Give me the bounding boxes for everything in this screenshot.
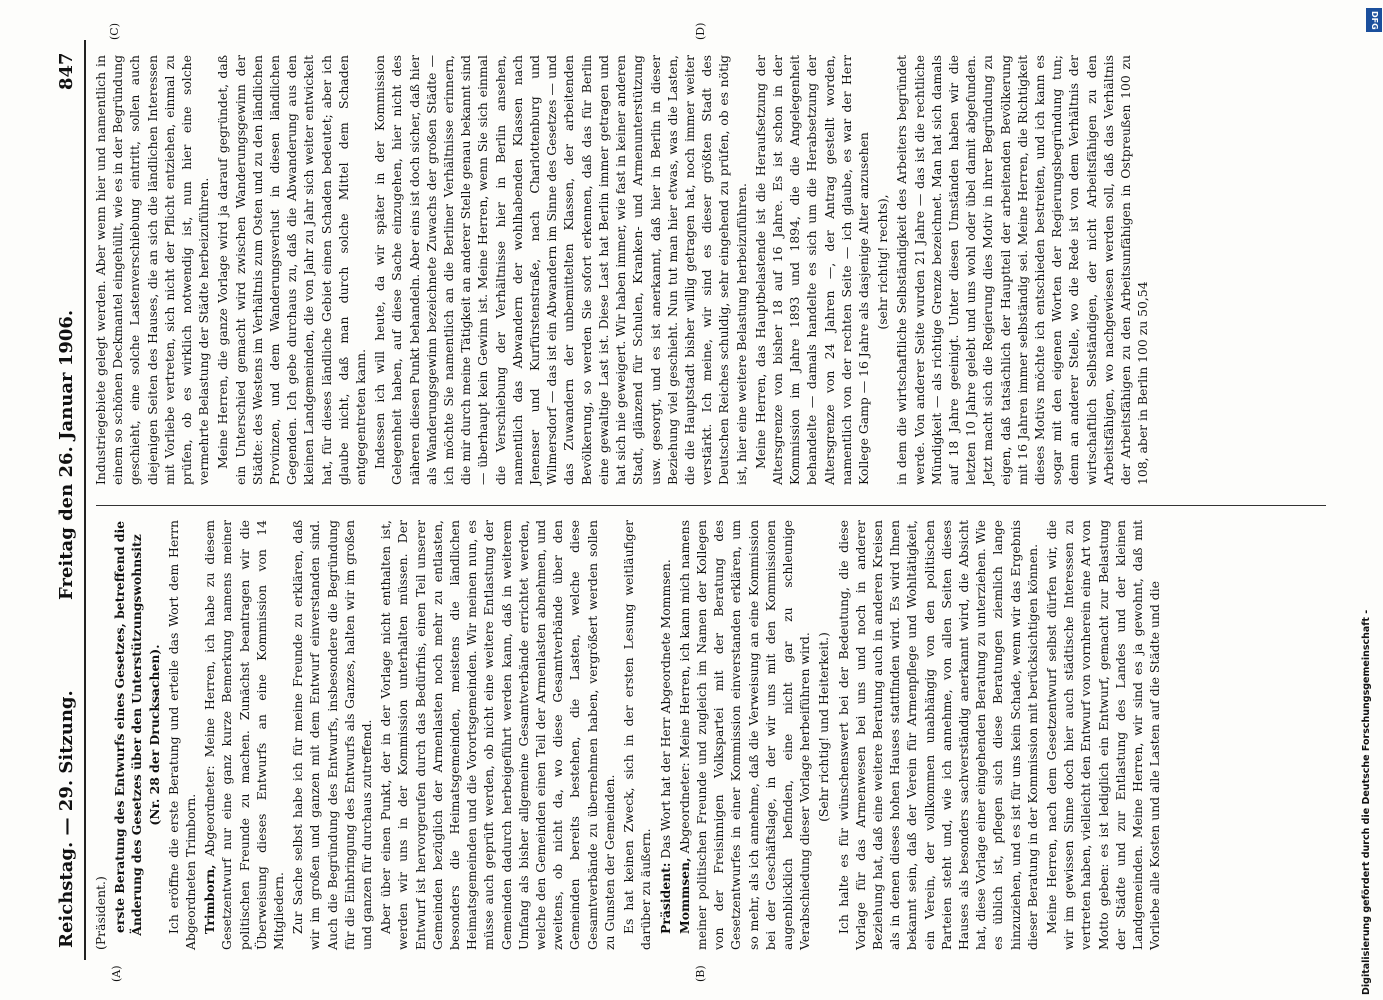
paragraph: Zur Sache selbst habe ich für meine Freunde zu erklären, daß wir im großen und ganzen mit dem Entwurf einverstanden sind. Auch die Begründung des Entwurfs, insbesondere die Begründung für die Einbringung des Entwurfs als Ganzes, halten wir im großen und ganzen für durchaus zutreffend.	[290, 520, 375, 950]
agenda-item-title: erste Beratung des Entwurfs eines Gesetzes, betreffend die Änderung des Gesetzes über den Unterstützungswohnsitz (Nr. 28 der Drucksachen).	[112, 520, 162, 936]
paragraph	[657, 520, 674, 950]
paragraph: Meine Herren, die ganze Vorlage wird ja darauf gegründet, daß ein Unterschied gemacht wird zwischen Wanderungsgewinn der Städte: des Westens im Verhältnis zum Osten und zu den ländlichen Provinzen, und dem Wanderungsverlust in diesen ländlichen Gegenden. Ich gebe durchaus zu, daß die Abwanderung aus den kleinen Landgemeinden, die von Jahr zu Jahr sich weiter entwickelt hat, für dieses ländliche Gebiet einen Schaden bedeutet; aber ich glaube nicht, daß man durch solche Mittel dem Schaden entgegentreten kann.	[215, 55, 369, 485]
right-column	[92, 55, 1153, 485]
left-column	[92, 520, 1165, 950]
paragraph: Indessen ich will heute, da wir später in der Kommission Gelegenheit haben, auf diese Sache einzugehen, hier nicht des näheren diesen Punkt behandeln. Aber eins ist doch sicher, daß hier als Wanderungsgewinn bezeichnete Zuwachs der großen Städte — ich möchte Sie namentlich an die Berliner Verhältnisse erinnern, die mir durch meine Tätigkeit an anderer Stelle genau bekannt sind — überhaupt kein Gewinn ist. Meine Herren, wenn Sie sich einmal die Verschiebung der Verhältnisse hier in Berlin ansehen, namentlich das Abwandern der wohlhabenden Klassen nach Jenenser und Kurfürstenstraße, nach Charlottenburg und Wilmersdorf — das ist ein Abwandern im Sinne des Gesetzes — und das Zuwandern der unbemittelten Klassen, der arbeitenden Bevölkerung, so werden Sie sofort erkennen, daß das für Berlin eine gewaltige Last ist. Diese Last hat Berlin immer getragen und hat sich nie geweigert. Wir haben immer, wie fast in keiner anderen Stadt, glänzend für Schulen, Kranken- und Armenunterstützung usw. gesorgt, und es ist anerkannt, daß hier in Berlin in dieser Beziehung viel geschieht. Nun tut man hier etwas, was die Lasten, die die Hauptstadt bisher willig getragen hat, noch immer weiter verstärkt. Ich meine, wir sind es dieser größten Stadt des Deutschen Reiches schuldig, sehr eingehend zu prüfen, ob es nötig ist, hier eine weitere Belastung herbeizuführen.	[372, 55, 749, 485]
header-left: Reichstag. — 29. Sitzung.	[56, 690, 77, 948]
dfg-logo: DFG	[1366, 8, 1382, 32]
header-rule	[84, 40, 86, 960]
speaker-name: Mommsen,	[676, 857, 692, 934]
digitization-credit: Digitalisierung gefördert durch die Deutsche Forschungsgemeinschaft -	[1361, 609, 1372, 995]
paragraph: in dem die wirtschaftliche Selbständigkeit des Arbeiters begründet werde. Von anderer Seite wurden 21 Jahre — das ist die rechtliche Mündigkeit — als richtige Grenze bezeichnet. Man hat sich damals auf 18 Jahre geeinigt. Unter diesen Umständen haben wir die letzten 10 Jahre gelebt und uns wohl oder übel damit abgefunden. Jetzt macht sich die Regierung dies Motiv in ihrer Begründung zu eigen, daß tatsächlich der Hauptteil der arbeitenden Bevölkerung mit 16 Jahren immer selbständig sei. Meine Herren, die Richtigkeit dieses Motivs möchte ich entschieden bestreiten, und ich kann es sogar mit den eigenen Worten der Regierungsbegründung tun; denn an anderer Stelle, wo die Rede ist von dem Verhältnis der wirtschaftlich Selbständigen, der nicht Arbeitsfähigen zu den Arbeitsfähigen, wo nachgewiesen werden soll, daß das Verhältnis der Arbeitsfähigen zu den Arbeitsunfähigen in Ostpreußen 100 zu 108, aber in Berlin 100 zu 50,54	[894, 55, 1151, 485]
speaker-tag: (Präsident.)	[93, 876, 108, 950]
paragraph: Ich eröffne die erste Beratung und erteile das Wort dem Herrn Abgeordneten Trimborn.	[165, 520, 199, 950]
paragraph: Aber über einen Punkt, der in der Vorlage nicht enthalten ist, werden wir uns in der Kommission unterhalten müssen. Der Entwurf ist hervorgerufen durch das Bedürfnis, einen Teil unserer Gemeinden bezüglich der Armenlasten noch mehr zu entlasten, besonders die Heimatsgemeinden, meistens die ländlichen Heimatsgemeinden und die Vorortsgemeinden. Wir meinen nun, es müsse auch geprüft werden, ob nicht eine weitere Entlastung der Gemeinden dadurch herbeigeführt werden kann, daß in weiterem Umfang als bisher allgemeine Gesamtverbände errichtet werden, welche den Gemeinden einen Teil der Armenlasten abnehmen, und zweitens, ob nicht da, wo diese Gesamtverbände über den Gemeinden bereits bestehen, die Lasten, welche diese Gesamtverbände zu übernehmen haben, vergrößert werden sollen zu Gunsten der Gemeinden.	[378, 520, 617, 950]
interjection: (sehr richtig! rechts),	[875, 194, 891, 330]
speaker-name: Präsident:	[657, 862, 673, 934]
paragraph-text: Abgeordneter: Meine Herren, ich kann mich namens meiner politischen Freunde und zugleich im Namen der Kollegen von der Freisinnigen Volkspartei mit der Beratung des Gesetzentwurfes in einer Kommission einverstanden erklären, um so mehr, als ich annehme, daß die Verweisung an eine Kommission bei der Geschäftslage, in der wir uns mit den Kommissionen augenblicklich befinden, eine nicht gar zu schleunige Verabschiedung dieser Vorlage herbeiführen wird.	[676, 520, 813, 950]
running-header	[48, 40, 78, 960]
margin-mark-c: (C)	[108, 23, 121, 40]
margin-mark-b: (B)	[694, 965, 707, 982]
paragraph-text: Abgeordneter: Meine Herren, ich habe zu diesem Gesetzentwurf nur eine ganz kurze Bemerkung namens meiner politischen Freunde zu machen. Zunächst beantragen wir die Überweisung dieses Entwurfs an eine Kommission von 14 Mitgliedern.	[202, 520, 287, 950]
interjection: (Sehr richtig! und Heiterkeit.)	[816, 632, 832, 822]
page-number: 847	[56, 52, 77, 90]
paragraph: Meine Herren, das Hauptbelastende ist die Heraufsetzung der Altersgrenze von bisher 18 auf 16 Jahre. Es ist schon in der Kommission im Jahre 1893 und 1894, die die Angelegenheit behandelte — damals handelte es sich um die Herabsetzung der Altersgrenze von 24 Jahren —, der Antrag gestellt worden, namentlich von der rechten Seite — ich glaube, es war der Herr Kollege Gamp — 16 Jahre als dasjenige Alter anzusehen	[752, 55, 871, 485]
paragraph	[676, 520, 814, 950]
paragraph: Industriegebiete gelegt werden. Aber wenn hier und namentlich in einem so schönen Deckmantel eingehüllt, wie es in der Begründung geschieht, eine solche Lastenverschiebung eintritt, sollen auch diejenigen Seiten des Hauses, die an sich die ländlichen Interessen mit Vorliebe vertreten, sich nicht der Pflicht entziehen, einmal zu prüfen, ob es wirklich notwendig ist, nun hier eine solche vermehrte Belastung der Städte herbeizuführen.	[93, 55, 212, 485]
header-date: Freitag den 26. Januar 1906.	[56, 309, 77, 600]
margin-mark-a: (A)	[110, 965, 123, 982]
column-divider	[96, 505, 1326, 506]
speaker-name: Trimborn,	[202, 864, 218, 934]
paragraph: Es hat keinen Zweck, sich in der ersten Lesung weitläufiger darüber zu äußern.	[621, 520, 654, 950]
paragraph	[201, 520, 287, 950]
margin-mark-d: (D)	[694, 22, 707, 40]
paragraph-text: Das Wort hat der Herr Abgeordnete Mommsen.	[657, 559, 673, 859]
paragraph: Ich halte es für wünschenswert bei der Bedeutung, die diese Vorlage für das Armenwesen bei uns und noch in anderer Beziehung hat, daß eine weitere Beratung auch in anderen Kreisen als in denen dieses hohen Hauses stattfinden wird. Es wird Ihnen bekannt sein, daß der Verein für Armenpflege und Wohltätigkeit, ein Verein, der vollkommen unabhängig von den politischen Parteien steht und, wie ich annehme, von allen Seiten dieses Hauses als besonders sachverständig anerkannt wird, die Absicht hat, diese Vorlage einer eingehenden Beratung zu unterziehen. Wie es üblich ist, pflegen sich diese Beratungen ziemlich lange hinzuziehen, und es ist für uns kein Schade, wenn wir das Ergebnis dieser Beratung in der Kommission mit berücksichtigen können.	[835, 520, 1040, 950]
paragraph: Meine Herren, nach dem Gesetzentwurf selbst dürfen wir, die wir im gewissen Sinne doch hier auch städtische Interessen zu vertreten haben, vielleicht den Entwurf von vornherein eine Art von Motto geben: es ist lediglich ein Entwurf, gemacht zur Belastung der Städte und zur Entlastung des Landes und der kleinen Landgemeinden. Meine Herren, wir sind es ja gewohnt, daß mit Vorliebe alle Kosten und alle Lasten auf die Städte und die	[1043, 520, 1163, 950]
